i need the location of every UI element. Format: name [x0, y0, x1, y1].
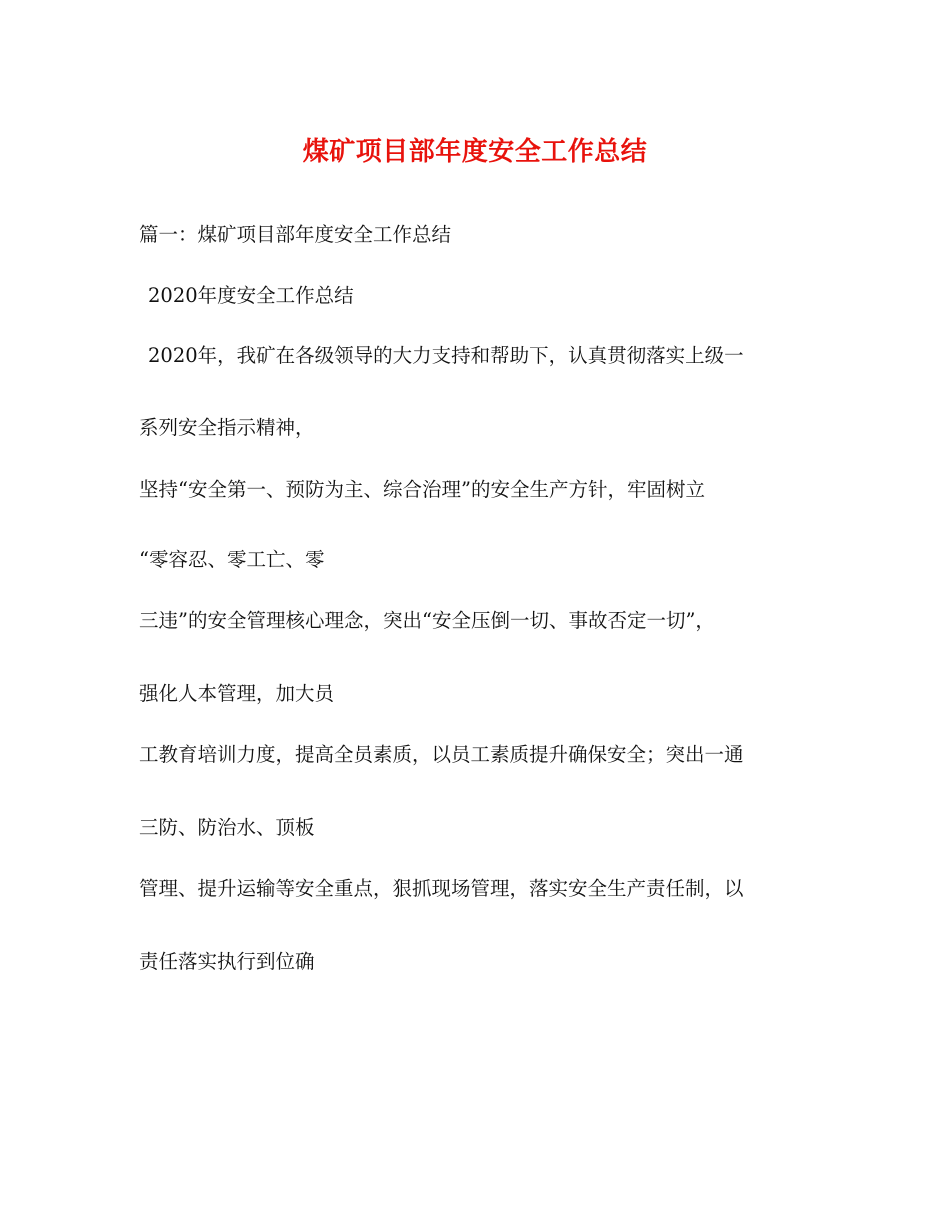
- paragraph-line: 管理、提升运输等安全重点，狠抓现场管理，落实安全生产责任制，以: [139, 877, 744, 900]
- paragraph-line: “零容忍、零工亡、零: [139, 548, 325, 571]
- paragraph-line: 系列安全指示精神，: [139, 416, 315, 439]
- paragraph-line: 强化人本管理，加大员: [139, 682, 335, 705]
- paragraph-line: 2020年，我矿在各级领导的大力支持和帮助下，认真贯彻落实上级一: [148, 344, 744, 367]
- paragraph-line: 工教育培训力度，提高全员素质，以员工素质提升确保安全；突出一通: [139, 743, 744, 766]
- paragraph-line: 坚持“安全第一、预防为主、综合治理”的安全生产方针，牢固树立: [139, 478, 705, 501]
- paragraph-line: 三防、防治水、顶板: [139, 816, 315, 839]
- paragraph-line: 三违”的安全管理核心理念，突出“安全压倒一切、事故否定一切”，: [139, 609, 715, 632]
- subsection-heading: 2020年度安全工作总结: [148, 284, 354, 307]
- page-title: 煤矿项目部年度安全工作总结: [302, 137, 648, 167]
- section-heading: 篇一：煤矿项目部年度安全工作总结: [139, 223, 452, 246]
- paragraph-line: 责任落实执行到位确: [139, 950, 315, 973]
